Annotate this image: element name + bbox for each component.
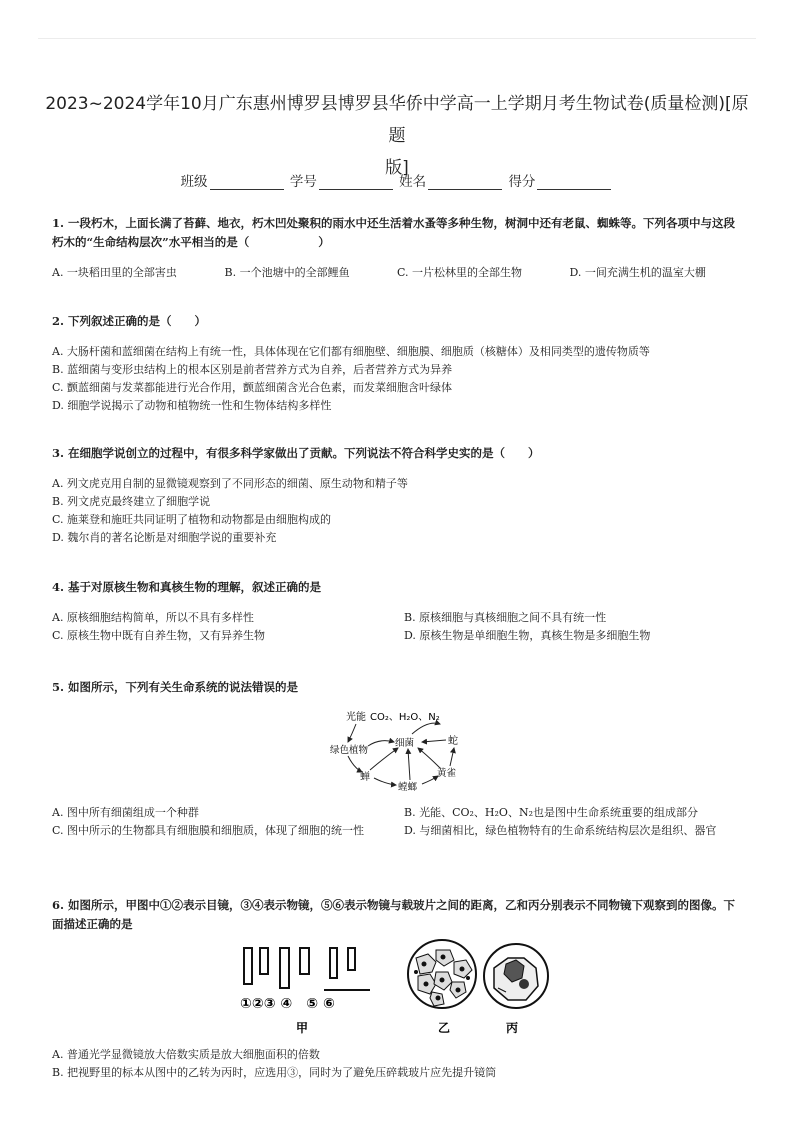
bacteria-label: 细菌 [395, 738, 415, 749]
option-b[interactable]: B. 光能、CO₂、H₂O、N₂也是图中生命系统重要的组成部分 [404, 806, 698, 819]
question-6-options [52, 1046, 742, 1082]
arrow-plant-to-bacteria [368, 741, 394, 746]
question-1 [52, 214, 742, 282]
objective-4-icon [300, 948, 309, 974]
objective-5-icon [330, 948, 337, 978]
option-a[interactable]: A. 普通光学显微镜放大倍数实质是放大细胞面积的倍数 [52, 1048, 320, 1061]
eyepiece-2-icon [260, 948, 268, 974]
score-blank[interactable] [537, 175, 611, 190]
page-top-rule [38, 38, 756, 39]
question-stem: 6. 如图所示，甲图中①②表示目镜，③④表示物镜，⑤⑥表示物镜与载玻片之间的距离，乙和丙分别表示不同物镜下观察到的图像。下面描述正确的是 [52, 898, 736, 931]
objective-3-icon [280, 948, 289, 988]
arrow-cicada-to-mantis [374, 778, 396, 785]
view-bing-circle [484, 944, 548, 1008]
student-info-line [0, 170, 794, 190]
option-a[interactable]: A. 一块稻田里的全部害虫 [52, 266, 177, 279]
microscope-figure [236, 938, 556, 1038]
class-label: 班级 [180, 174, 208, 190]
question-stem: 2. 下列叙述正确的是（ ） [52, 314, 207, 328]
arrow-mantis-to-bird [422, 776, 438, 784]
question-3 [52, 444, 742, 547]
option-d[interactable]: D. 与细菌相比，绿色植物特有的生命系统结构层次是组织、器官 [404, 824, 717, 837]
lens-numbers: ①②③ ④ ⑤ ⑥ [240, 996, 335, 1012]
arrow-cicada-to-bacteria [370, 748, 398, 770]
option-b[interactable]: B. 列文虎克最终建立了细胞学说 [52, 495, 211, 508]
option-c[interactable]: C. 一片松林里的全部生物 [397, 266, 523, 279]
question-stem: 5. 如图所示，下列有关生命系统的说法错误的是 [52, 680, 299, 694]
cicada-label: 蝉 [360, 772, 370, 783]
option-a[interactable]: A. 图中所有细菌组成一个种群 [52, 806, 199, 819]
question-5 [52, 678, 742, 697]
option-a[interactable]: A. 大肠杆菌和蓝细菌在结构上有统一性，具体体现在它们都有细胞壁、细胞膜、细胞质（核糖体）及相同类型的遗传物质等 [52, 345, 650, 358]
question-5-options [52, 804, 742, 840]
option-d[interactable]: D. 一间充满生机的温室大棚 [569, 266, 706, 279]
question-stem: 3. 在细胞学说创立的过程中，有很多科学家做出了贡献。下列说法不符合科学史实的是（ ） [52, 446, 540, 460]
arrow-bird-to-bacteria [418, 748, 440, 768]
option-c[interactable]: C. 颤蓝细菌与发菜都能进行光合作用，颤蓝细菌含光合色素，而发菜细胞含叶绿体 [52, 381, 453, 394]
option-c[interactable]: C. 图中所示的生物都具有细胞膜和细胞质，体现了细胞的统一性 [52, 824, 365, 837]
title-line-2: 版] [385, 158, 409, 178]
option-b[interactable]: B. 原核细胞与真核细胞之间不具有统一性 [404, 611, 607, 624]
plant-label: 绿色植物 [330, 745, 369, 756]
mantis-label: 螳螂 [398, 782, 418, 793]
option-b[interactable]: B. 把视野里的标本从图中的乙转为丙时，应选用③，同时为了避免压碎载玻片应先提升镜筒 [52, 1066, 497, 1079]
title-line-1: 2023~2024学年10月广东惠州博罗县博罗县华侨中学高一上学期月考生物试卷(质量检测)[原题 [45, 94, 749, 146]
question-options [52, 343, 742, 415]
abiotic-label: CO₂、H₂O、N₂ [370, 712, 440, 723]
option-c[interactable]: C. 原核生物中既有自养生物，又有异养生物 [52, 629, 266, 642]
option-b[interactable]: B. 蓝细菌与变形虫结构上的根本区别是前者营养方式为自养，后者营养方式为异养 [52, 363, 453, 376]
eyepiece-1-icon [244, 948, 252, 984]
snake-label: 蛇 [448, 736, 458, 747]
question-options [52, 609, 742, 645]
food-web-figure [318, 704, 476, 800]
name-blank[interactable] [428, 175, 502, 190]
figure-jia-label: 甲 [296, 1021, 309, 1035]
name-label: 姓名 [399, 174, 427, 190]
option-c[interactable]: C. 施莱登和施旺共同证明了植物和动物都是由细胞构成的 [52, 513, 332, 526]
option-b[interactable]: B. 一个池塘中的全部鲤鱼 [224, 266, 350, 279]
question-6 [52, 896, 742, 934]
question-options [52, 1046, 742, 1082]
arrow-snake-to-bacteria [422, 740, 446, 742]
question-stem: 1. 一段朽木，上面长满了苔藓、地衣，朽木凹处聚积的雨水中还生活着水蚤等多种生物，树洞中还有老鼠、蜘蛛等。下列各项中与这段朽木的“生命结构层次”水平相当的是（ ） [52, 216, 736, 249]
objective-6-icon [348, 948, 355, 970]
question-options [52, 804, 742, 840]
class-blank[interactable] [210, 175, 284, 190]
question-options [52, 475, 742, 547]
figure-yi-label: 乙 [438, 1021, 451, 1035]
option-d[interactable]: D. 细胞学说揭示了动物和植物统一性和生物体结构多样性 [52, 399, 332, 412]
arrow-plant-to-cicada [348, 756, 362, 772]
option-a[interactable]: A. 原核细胞结构简单，所以不具有多样性 [52, 611, 254, 624]
bird-label: 黄雀 [437, 768, 457, 779]
question-options [52, 264, 742, 282]
option-d[interactable]: D. 魏尔肖的著名论断是对细胞学说的重要补充 [52, 531, 277, 544]
light-label: 光能 [346, 712, 366, 723]
arrow-light-to-plant [348, 724, 356, 742]
option-d[interactable]: D. 原核生物是单细胞生物，真核生物是多细胞生物 [404, 629, 651, 642]
arrow-mantis-to-bacteria [408, 749, 410, 780]
arrow-bacteria-to-abiotic [412, 723, 440, 734]
option-a[interactable]: A. 列文虎克用自制的显微镜观察到了不同形态的细菌、原生动物和精子等 [52, 477, 408, 490]
question-2 [52, 312, 742, 415]
id-label: 学号 [289, 174, 317, 190]
id-blank[interactable] [319, 175, 393, 190]
question-4 [52, 578, 742, 645]
question-stem: 4. 基于对原核生物和真核生物的理解，叙述正确的是 [52, 580, 322, 594]
view-yi-circle [408, 940, 476, 1008]
score-label: 得分 [508, 174, 536, 190]
figure-bing-label: 丙 [506, 1021, 519, 1035]
arrow-bird-to-snake [450, 748, 454, 766]
